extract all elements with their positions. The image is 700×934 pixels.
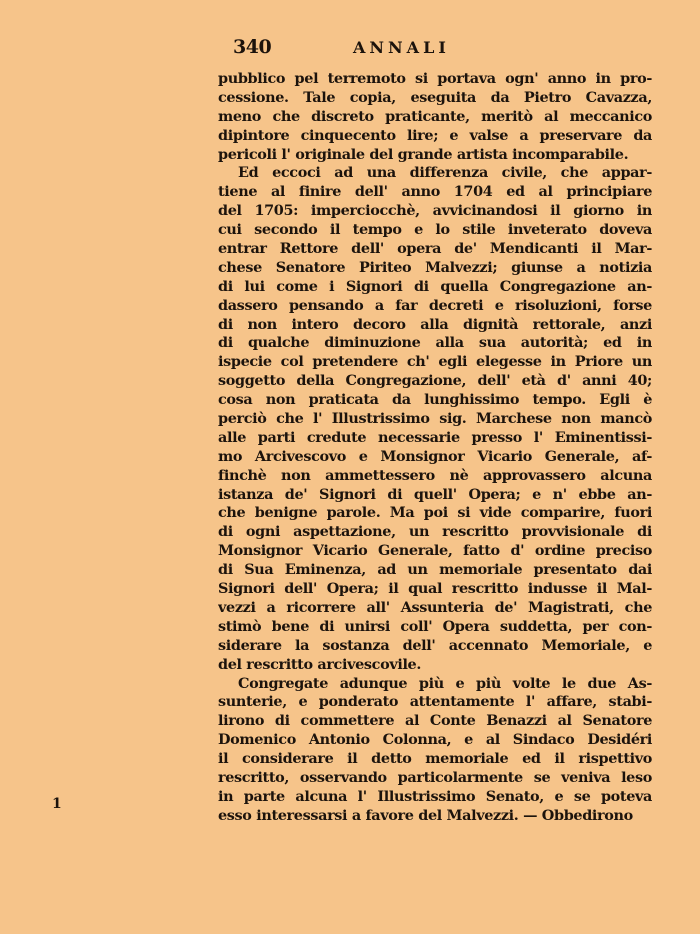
text-line: sunterie, e ponderato attentamente l' affare, stabi- — [218, 693, 652, 711]
text-line: pericoli l' originale del grande artista incomparabile. — [218, 145, 629, 163]
text-line: di ogni aspettazione, un rescritto provvisionale di — [218, 523, 652, 541]
text-line: il considerare il detto memoriale ed il rispettivo — [218, 750, 652, 768]
text-line: del 1705: imperciocchè, avvicinandosi il giorno in — [218, 202, 652, 220]
margin-mark: 1 — [52, 796, 62, 812]
text-line: di non intero decoro alla dignità rettorale, anzi — [218, 315, 652, 333]
text-line: Congregate adunque più e più volte le due As- — [238, 674, 652, 692]
text-line: Ed eccoci ad una differenza civile, che appar- — [238, 164, 652, 182]
text-line: istanza de' Signori di quell' Opera; e n' ebbe an- — [218, 485, 652, 503]
text-line: vezzi a ricorrere all' Assunteria de' Magistrati, che — [218, 598, 652, 616]
text-line: cosa non praticata da lunghissimo tempo. Egli è — [218, 391, 652, 409]
text-line: chese Senatore Piriteo Malvezzi; giunse a notizia — [218, 258, 652, 276]
paragraph — [218, 675, 652, 826]
text-line: pubblico pel terremoto si portava ogn' anno in pro- — [218, 70, 652, 87]
text-line: del rescritto arcivescovile. — [218, 655, 422, 673]
page-header — [233, 36, 493, 60]
text-line: cessione. Tale copia, eseguita da Pietro Cavazza, — [218, 88, 652, 106]
text-line: dipintore cinquecento lire; e valse a preservare da — [218, 126, 652, 144]
paragraph — [218, 70, 652, 164]
text-line: perciò che l' Illustrissimo sig. Marchese non mancò — [218, 410, 652, 428]
text-line: lirono di commettere al Conte Benazzi al Senatore — [218, 712, 652, 730]
text-line: rescritto, osservando particolarmente se veniva leso — [218, 768, 652, 786]
text-line: di lui come i Signori di quella Congregazione an- — [218, 277, 652, 295]
text-line: entrar Rettore dell' opera de' Mendicanti il Mar- — [218, 240, 652, 258]
text-line: ispecie col pretendere ch' egli elegesse in Priore un — [218, 353, 652, 371]
text-line: meno che discreto praticante, meritò al meccanico — [218, 107, 652, 125]
text-line: finchè non ammettessero nè approvassero alcuna — [218, 466, 652, 484]
running-title: ANNALI — [353, 38, 450, 57]
text-line: cui secondo il tempo e lo stile inveterato doveva — [218, 221, 652, 239]
text-line: Domenico Antonio Colonna, e al Sindaco Desidéri — [218, 731, 652, 749]
text-line: mo Arcivescovo e Monsignor Vicario Generale, af- — [218, 447, 652, 465]
text-line: che benigne parole. Ma poi si vide comparire, fuori — [218, 504, 652, 522]
paragraph — [218, 164, 652, 674]
text-line: tiene al finire dell' anno 1704 ed al principiare — [218, 183, 652, 201]
text-line: siderare la sostanza dell' accennato Memoriale, e — [218, 636, 652, 654]
text-line: di Sua Eminenza, ad un memoriale presentato dai — [218, 561, 652, 579]
page-number: 340 — [233, 36, 272, 58]
body-text — [218, 70, 652, 826]
text-line: stimò bene di unirsi coll' Opera suddetta, per con- — [218, 617, 652, 635]
text-line: dassero pensando a far decreti e risoluzioni, forse — [218, 296, 652, 314]
text-line: in parte alcuna l' Illustrissimo Senato, e se poteva — [218, 787, 652, 805]
text-line: di qualche diminuzione alla sua autorità; ed in — [218, 334, 652, 352]
text-line: Monsignor Vicario Generale, fatto d' ordine preciso — [218, 542, 652, 560]
text-line: Signori dell' Opera; il qual rescritto indusse il Mal- — [218, 580, 652, 598]
text-line: esso interessarsi a favore del Malvezzi. — Obbedirono — [218, 806, 633, 824]
text-line: alle parti credute necessarie presso l' Eminentissi- — [218, 428, 652, 446]
text-line: soggetto della Congregazione, dell' età d' anni 40; — [218, 372, 652, 390]
